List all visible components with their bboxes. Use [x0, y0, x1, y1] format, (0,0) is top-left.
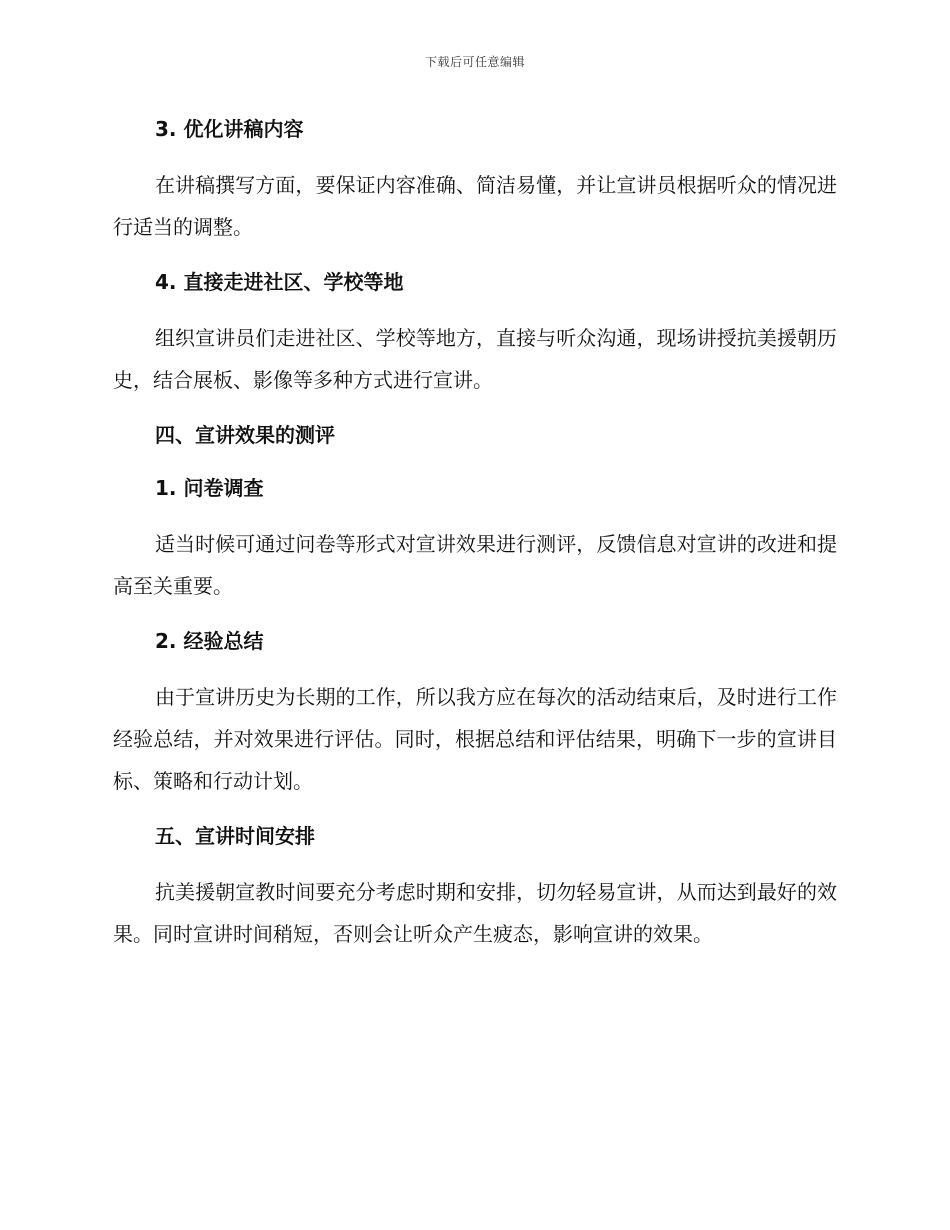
- section-heading-optimize-script: 3. 优化讲稿内容: [155, 117, 304, 141]
- section-heading-questionnaire: 1. 问卷调查: [155, 476, 264, 500]
- section-heading-community-schools: 4. 直接走进社区、学校等地: [155, 270, 404, 294]
- paragraph-optimize-script: 在讲稿撰写方面，要保证内容准确、简洁易懂，并让宣讲员根据听众的情况进行适当的调整。: [113, 173, 837, 239]
- chapter-heading-evaluation: 四、宣讲效果的测评: [155, 423, 335, 447]
- paragraph-experience-summary: 由于宣讲历史为长期的工作，所以我方应在每次的活动结束后，及时进行工作经验总结，并对效果进行评估。同时，根据总结和评估结果，明确下一步的宣讲目标、策略和行动计划。: [113, 685, 837, 793]
- paragraph-questionnaire: 适当时候可通过问卷等形式对宣讲效果进行测评，反馈信息对宣讲的改进和提高至关重要。: [113, 532, 837, 598]
- section-heading-experience-summary: 2. 经验总结: [155, 629, 264, 653]
- chapter-heading-schedule: 五、宣讲时间安排: [155, 824, 315, 848]
- paragraph-community-schools: 组织宣讲员们走进社区、学校等地方，直接与听众沟通，现场讲授抗美援朝历史，结合展板、影像等多种方式进行宣讲。: [113, 326, 837, 392]
- page-header: 下载后可任意编辑: [424, 55, 525, 69]
- paragraph-schedule: 抗美援朝宣教时间要充分考虑时期和安排，切勿轻易宣讲，从而达到最好的效果。同时宣讲时间稍短，否则会让听众产生疲态，影响宣讲的效果。: [113, 880, 837, 946]
- document-body: [113, 111, 837, 955]
